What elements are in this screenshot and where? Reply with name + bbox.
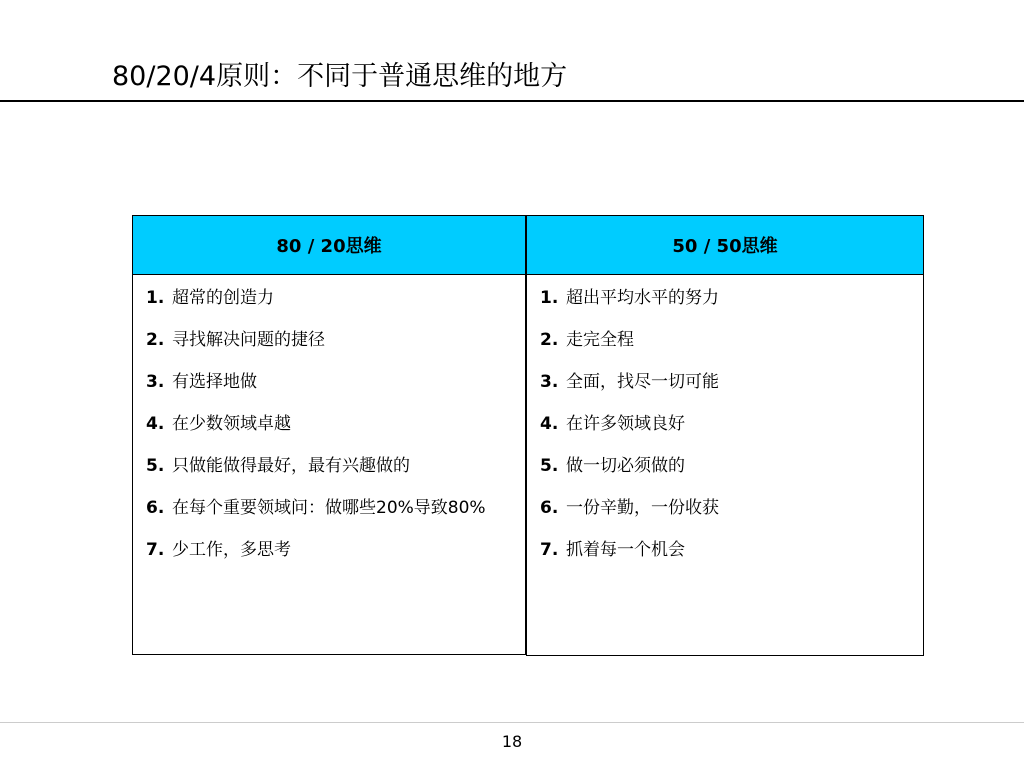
- list-item-text: 超出平均水平的努力: [566, 288, 719, 308]
- list-item: [146, 286, 519, 310]
- list-item-text: 一份辛勤，一份收获: [566, 498, 719, 518]
- list-item: [540, 412, 917, 436]
- list-item-text: 在少数领域卓越: [172, 414, 291, 434]
- thinking-list: [540, 286, 917, 580]
- page-number: 18: [501, 732, 523, 751]
- page-title: 80/20/4原则：不同于普通思维的地方: [112, 61, 568, 92]
- list-item: [540, 286, 917, 310]
- list-item-number: 3.: [146, 372, 165, 392]
- list-item-text: 全面，找尽一切可能: [566, 372, 719, 392]
- list-item: [146, 412, 519, 436]
- list-item-text: 寻找解决问题的捷径: [172, 330, 325, 350]
- list-item-text: 超常的创造力: [172, 288, 274, 308]
- list-item-number: 5.: [540, 456, 559, 476]
- list-item: [146, 454, 519, 478]
- list-item-text: 做一切必须做的: [566, 456, 685, 476]
- list-item: [540, 538, 917, 562]
- list-item-text: 抓着每一个机会: [566, 540, 685, 560]
- list-item: [540, 370, 917, 394]
- list-item-text: 少工作，多思考: [172, 540, 291, 560]
- list-item-number: 3.: [540, 372, 559, 392]
- list-item-text: 在许多领域良好: [566, 414, 685, 434]
- list-item: [540, 496, 917, 520]
- list-item-text: 在每个重要领域问：做哪些20%导致80%: [172, 498, 486, 518]
- list-item: [540, 454, 917, 478]
- list-item-number: 2.: [540, 330, 559, 350]
- panel-header: 50 / 50思维: [527, 216, 923, 275]
- list-item-number: 7.: [146, 540, 165, 560]
- list-item: [146, 538, 519, 562]
- footer-divider: [0, 722, 1024, 723]
- list-item-number: 6.: [540, 498, 559, 518]
- list-item-number: 1.: [146, 288, 165, 308]
- panel-50-50-thinking: [526, 215, 924, 656]
- list-item: [146, 370, 519, 394]
- list-item: [146, 496, 519, 520]
- list-item: [146, 328, 519, 352]
- list-item-number: 4.: [540, 414, 559, 434]
- list-item-text: 只做能做得最好，最有兴趣做的: [172, 456, 410, 476]
- list-item-number: 5.: [146, 456, 165, 476]
- panel-header: 80 / 20思维: [133, 216, 525, 275]
- list-item-number: 7.: [540, 540, 559, 560]
- list-item-number: 2.: [146, 330, 165, 350]
- list-item-number: 6.: [146, 498, 165, 518]
- title-divider: [0, 100, 1024, 102]
- thinking-list: [146, 286, 519, 580]
- list-item-number: 1.: [540, 288, 559, 308]
- panel-80-20-thinking: [132, 215, 526, 655]
- list-item-text: 走完全程: [566, 330, 634, 350]
- list-item-number: 4.: [146, 414, 165, 434]
- list-item-text: 有选择地做: [172, 372, 257, 392]
- list-item: [540, 328, 917, 352]
